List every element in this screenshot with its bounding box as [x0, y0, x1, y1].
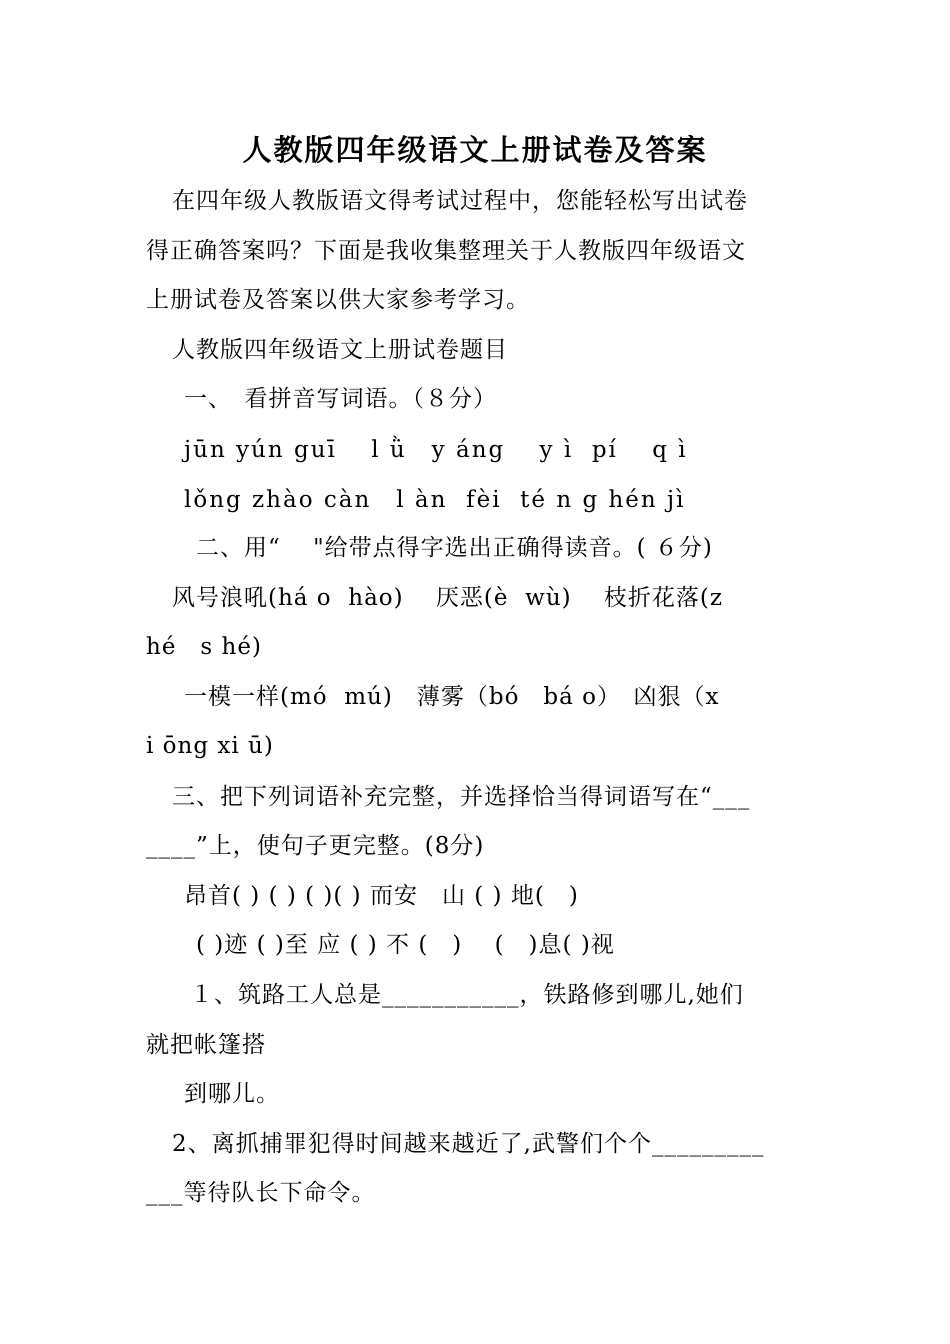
- intro-line-2: 得正确答案吗？下面是我收集整理关于人教版四年级语文: [146, 238, 746, 264]
- question-2-line-2: hé s hé): [146, 634, 262, 660]
- intro-line-1: 在四年级人教版语文得考试过程中，您能轻松写出试卷: [172, 188, 748, 214]
- intro-line-3: 上册试卷及答案以供大家参考学习。: [146, 287, 530, 313]
- document-title: 人教版四年级语文上册试卷及答案: [242, 133, 708, 167]
- question-2-heading: 二、用“ "给带点得字选出正确得读音。( ６分): [196, 535, 713, 561]
- question-1-pinyin-line-2: lǒng zhào càn l àn fèi té n g hén jì: [184, 487, 686, 513]
- question-3-words-line-2: ( )迹 ( )至 应 ( ) 不 ( ) ( )息( )视: [196, 932, 615, 958]
- question-1-heading: 一、 看拼音写词语。（８分）: [184, 386, 497, 412]
- question-2-line-1: 风号浪吼(há o hào) 厌恶(è wù) 枝折花落(z: [172, 585, 724, 611]
- question-3-heading-line-2: ____”上，使句子更完整。(8分): [146, 833, 485, 859]
- question-3-sentence-2-line-2: ___等待队长下命令。: [146, 1180, 376, 1206]
- question-1-pinyin-line-1: jūn yún guī l ǜ y áng y ì pí q ì: [184, 437, 688, 463]
- question-3-sentence-1-line-1: １、筑路工人总是___________，铁路修到哪儿,她们: [190, 982, 744, 1008]
- question-3-heading-line-1: 三、把下列词语补充完整，并选择恰当得词语写在“___: [172, 784, 751, 810]
- question-3-words-line-1: 昂首( ) ( ) ( )( ) 而安 山 ( ) 地( ): [184, 883, 579, 909]
- section-heading: 人教版四年级语文上册试卷题目: [172, 337, 508, 363]
- question-3-sentence-2-line-1: 2、离抓捕罪犯得时间越来越近了,武警们个个_________: [172, 1131, 765, 1157]
- question-2-line-4: i ōng xi ū): [146, 733, 274, 759]
- question-2-line-3: 一模一样(mó mú) 薄雾（bó bá o） 凶狠（x: [184, 684, 720, 710]
- question-3-sentence-1-line-3: 到哪儿。: [184, 1081, 280, 1107]
- question-3-sentence-1-line-2: 就把帐篷搭: [146, 1032, 266, 1058]
